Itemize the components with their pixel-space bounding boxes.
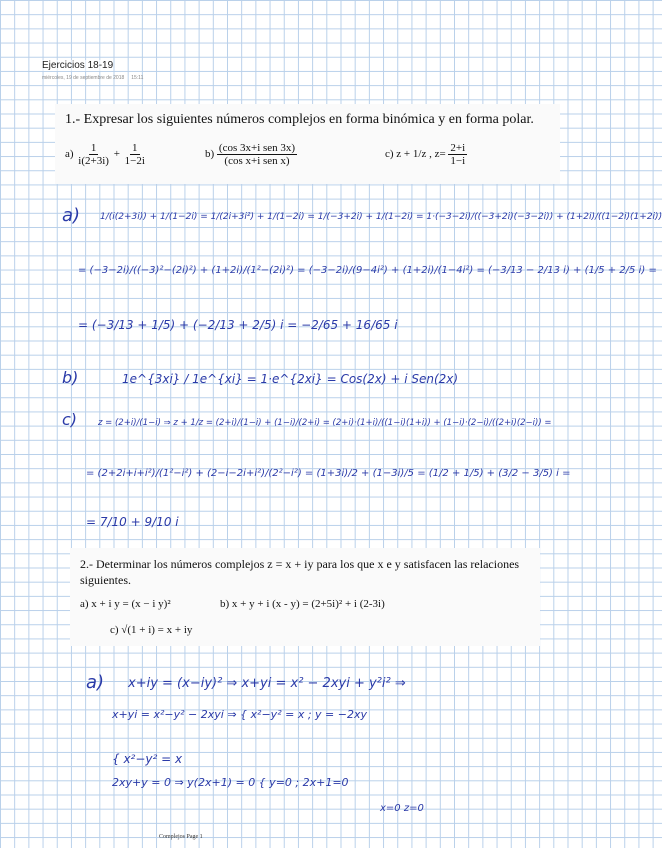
note-title: Ejercicios 18-19 [42,60,114,71]
handwritten-line: 1e^{3xi} / 1e^{xi} = 1·e^{2xi} = Cos(2x) + i Sen(2x) [122,372,459,386]
handwritten-line: = 7/10 + 9/10 i [86,515,179,529]
exercise-1-statement: 1.- Expresar los siguientes números complejos en forma binómica y en forma polar. [65,112,534,127]
handwritten-line: { x²−y² = x [112,752,183,766]
exercise-1-printout [55,104,560,184]
fraction: $\frac{\text{(cos 3x+i sen 3x)}}{\text{(cos x+i sen x)}}$ [218,142,296,167]
handwritten-line: x=0 z=0 [380,803,424,814]
handwritten-line: = (2+2i+i+i²)/(1²−i²) + (2−i−2i+i²)/(2²−i²) = (1+3i)/2 + (1−3i)/5 = (1/2 + 1/5) + (3/2 − 3/5) i = [86,468,571,479]
exercise-2-printout [70,548,540,646]
handwritten-2a-label: a) [86,672,105,693]
handwritten-a-label: a) [62,205,81,226]
exercise-1a: a) $\frac{1}{i(2+3i)}$ + $\frac{1}{1-2i}$ [65,142,145,167]
note-date: miércoles, 19 de septiembre de 2018 [42,75,125,81]
handwritten-line: 2xy+y = 0 ⇒ y(2x+1) = 0 { y=0 ; 2x+1=0 [112,776,349,789]
fraction: $\frac{2+i}{1-i}$ [450,142,466,167]
exercise-2a: a) x + i y = (x − i y)² [80,598,171,610]
item-b-label: b) [205,148,215,161]
handwritten-line: = (−3/13 + 1/5) + (−2/13 + 2/5) i = −2/65 + 16/65 i [78,318,398,332]
handwritten-line: x+iy = (x−iy)² ⇒ x+yi = x² − 2xyi + y²i² ⇒ [128,676,406,691]
item-c-label: c) z + 1/z , z= [385,148,446,161]
fraction: $\frac{1}{i(2+3i)}$ [78,142,109,167]
exercise-2c: c) √(1 + i) = x + iy [110,624,193,636]
item-a-label: a) [65,148,74,161]
fraction: $\frac{1}{1-2i}$ [124,142,145,167]
handwritten-line: 1/(i(2+3i)) + 1/(1−2i) = 1/(2i+3i²) + 1/(1−2i) = 1/(−3+2i) + 1/(1−2i) = 1·(−3−2i)/((−3+2i)(−3−2i)) + (1+2i)/((1−2i)(1+2i)) [100,212,662,222]
exercise-1c [385,142,467,167]
exercise-2-statement: 2.- Determinar los números complejos z = x + iy para los que x e y satisfacen las relaciones siguientes. [80,557,520,587]
note-timestamp [42,75,143,81]
handwritten-c-label: c) [62,410,78,429]
exercise-2b: b) x + y + i (x - y) = (2+5i)² + i (2-3i) [220,598,385,610]
page-footer: Complejos Page 1 [159,834,203,840]
handwritten-line: = (−3−2i)/((−3)²−(2i)²) + (1+2i)/(1²−(2i)²) = (−3−2i)/(9−4i²) + (1+2i)/(1−4i²) = (−3/13 − 2/13 i) + (1/5 + 2/5 i) = [78,265,657,276]
handwritten-line: z = (2+i)/(1−i) ⇒ z + 1/z = (2+i)/(1−i) + (1−i)/(2+i) = (2+i)·(1+i)/((1−i)(1+i)) + (1−i)·(2−i)/((2+i)(2−i)) = [98,418,552,428]
handwritten-b-label: b) [62,368,79,387]
exercise-1b [205,142,297,167]
note-time: 15:11 [131,75,144,81]
handwritten-line: x+yi = x²−y² − 2xyi ⇒ { x²−y² = x ; y = −2xy [112,708,367,721]
